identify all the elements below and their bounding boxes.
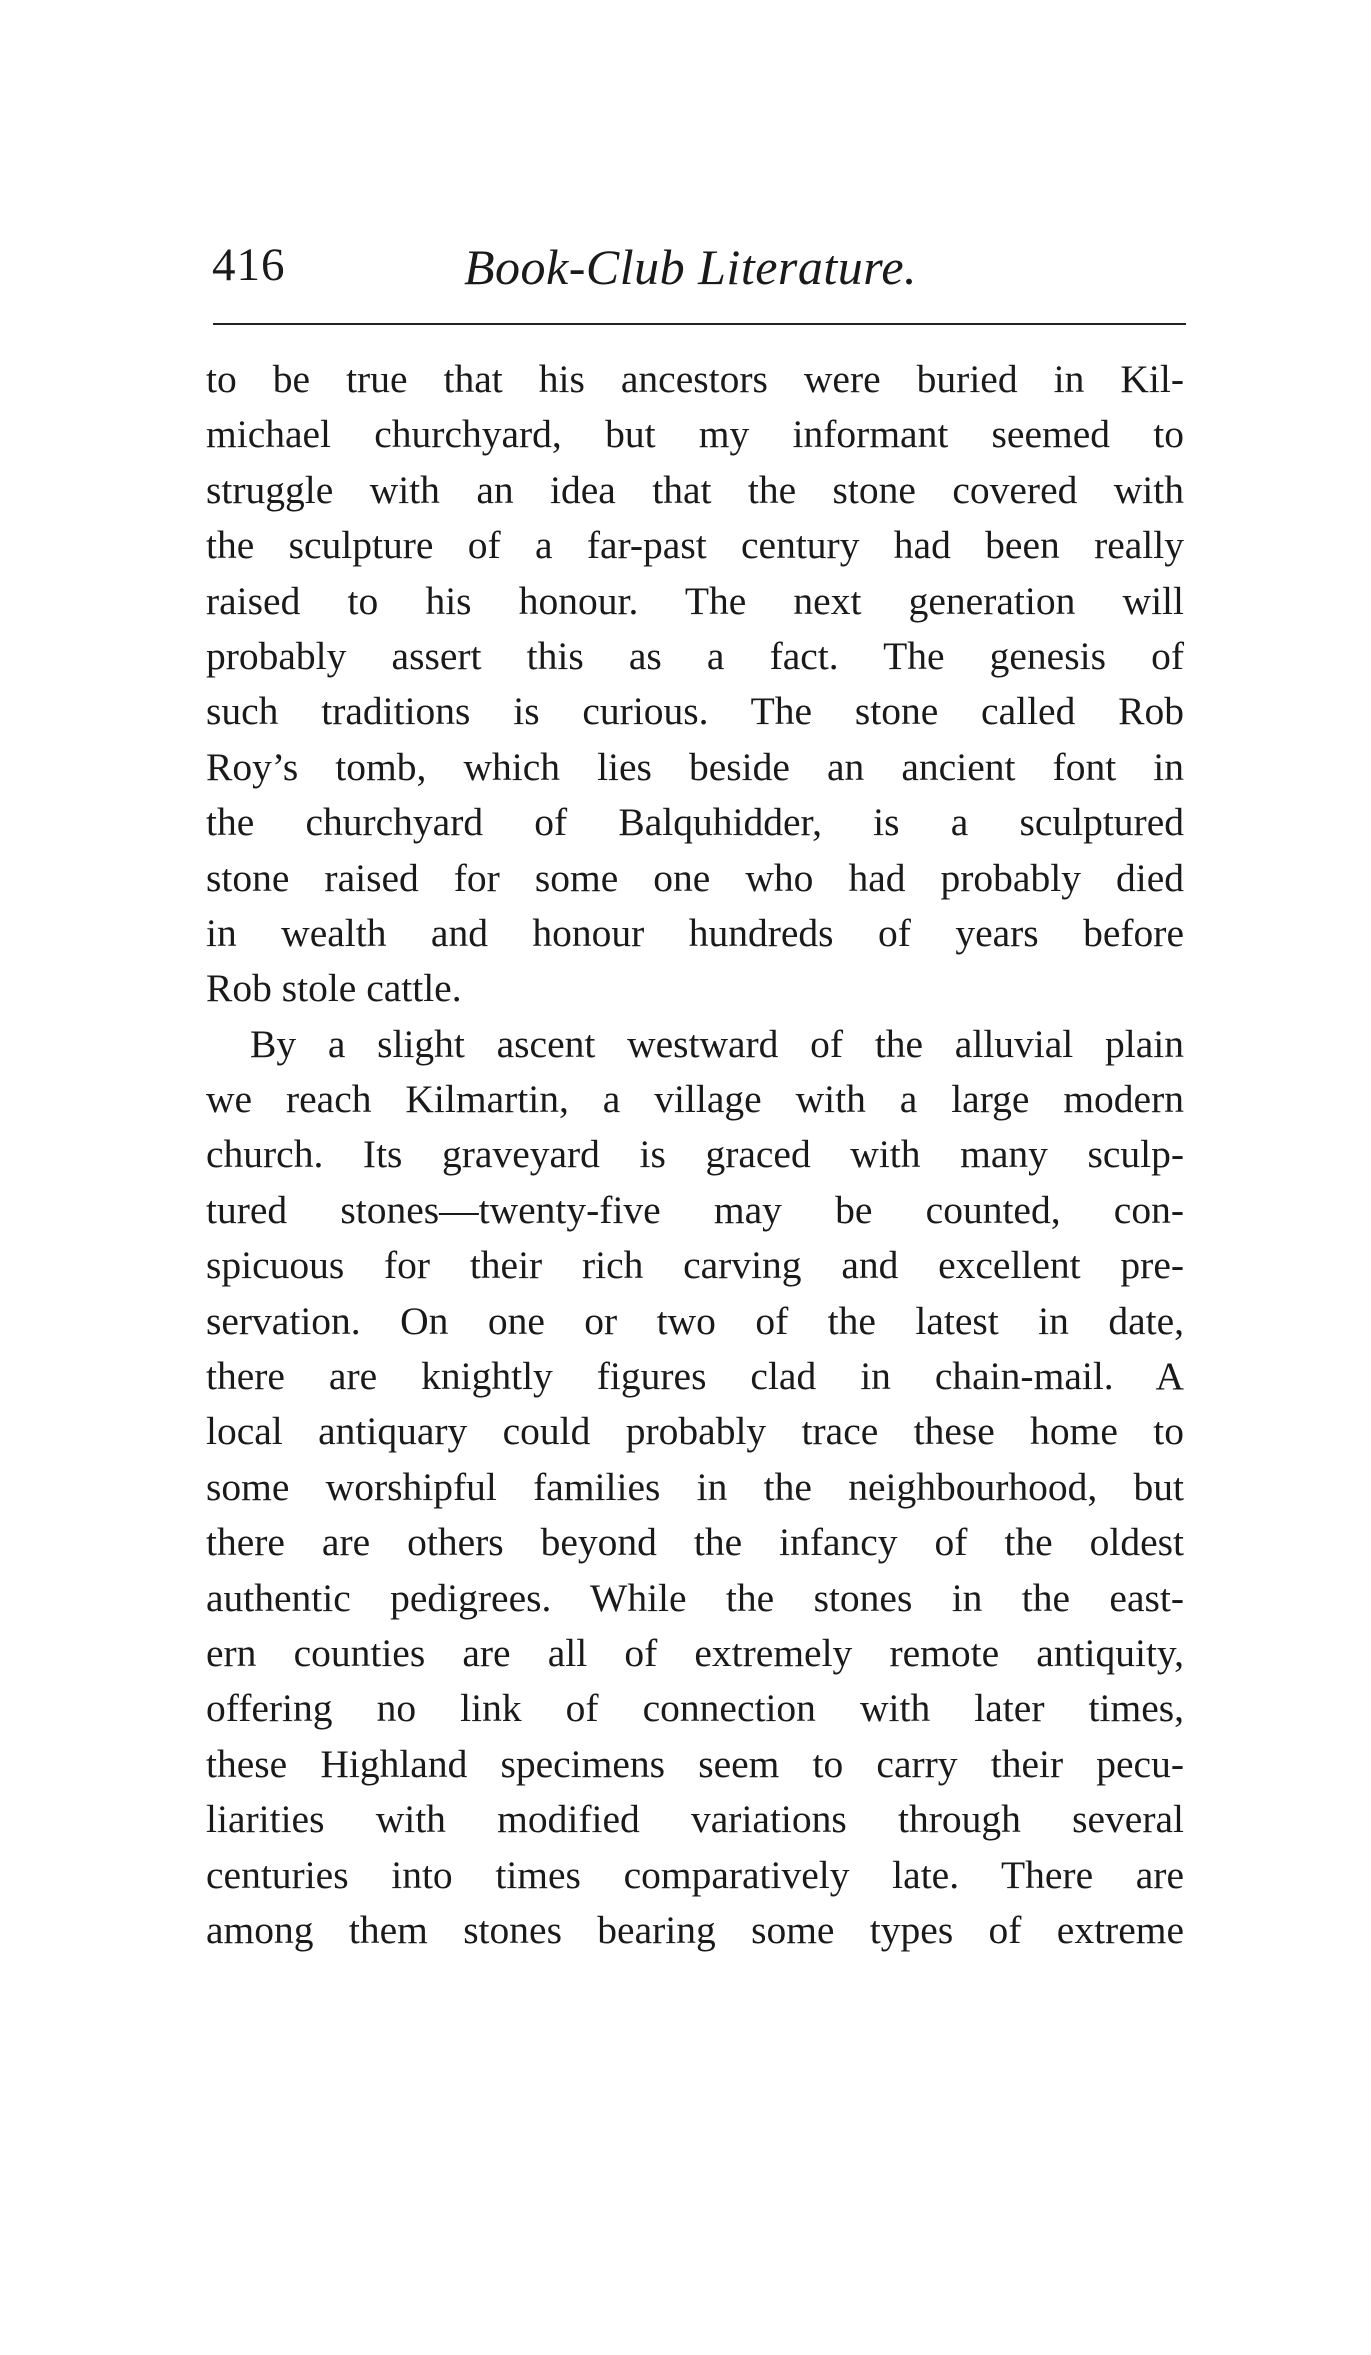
text-line: some worshipful families in the neighbourhood, but [206,1464,1184,1509]
text-line: By a slight ascent westward of the alluvial plain [250,1021,1184,1066]
text-line: there are knightly figures clad in chain-mail. A [206,1354,1184,1399]
text-line: tured stones—twenty-five may be counted, con- [206,1187,1184,1232]
text-line: michael churchyard, but my informant seemed to [206,412,1184,457]
text-line: such traditions is curious. The stone called Rob [206,689,1184,734]
text-line: church. Its graveyard is graced with many sculp- [206,1132,1184,1177]
paragraph-1 [206,352,1184,1017]
body-text [206,352,1184,1958]
running-head [212,238,1187,308]
paragraph-2 [206,1017,1184,1959]
text-line: we reach Kilmartin, a village with a large modern [206,1077,1184,1122]
running-title: Book-Club Literature. [464,239,918,295]
text-line: struggle with an idea that the stone covered with [206,467,1184,512]
text-line: offering no link of connection with later times, [206,1686,1184,1731]
text-line: the sculpture of a far-past century had been really [206,523,1184,568]
text-line: local antiquary could probably trace these home to [206,1409,1184,1454]
text-line: Roy’s tomb, which lies beside an ancient font in [206,744,1184,789]
text-line: authentic pedigrees. While the stones in the east- [206,1575,1184,1620]
text-line: raised to his honour. The next generation will [206,578,1184,623]
text-line: in wealth and honour hundreds of years before [206,910,1184,955]
text-line: liarities with modified variations through several [206,1797,1184,1842]
text-line: Rob stole cattle. [206,966,462,1011]
text-line: among them stones bearing some types of extreme [206,1907,1184,1952]
text-line: servation. On one or two of the latest in date, [206,1298,1184,1343]
text-line: stone raised for some one who had probably died [206,855,1184,900]
header-rule [213,323,1186,325]
text-line: spicuous for their rich carving and excellent pre- [206,1243,1184,1288]
text-line: to be true that his ancestors were buried in Kil- [206,357,1184,401]
text-line: probably assert this as a fact. The genesis of [206,633,1184,678]
page-number: 416 [212,239,286,291]
text-line: centuries into times comparatively late. There are [206,1852,1184,1897]
text-line: ern counties are all of extremely remote antiquity, [206,1630,1184,1675]
text-line: there are others beyond the infancy of the oldest [206,1520,1184,1565]
text-line: the churchyard of Balquhidder, is a sculptured [206,800,1184,845]
text-line: these Highland specimens seem to carry their pecu- [206,1741,1184,1786]
